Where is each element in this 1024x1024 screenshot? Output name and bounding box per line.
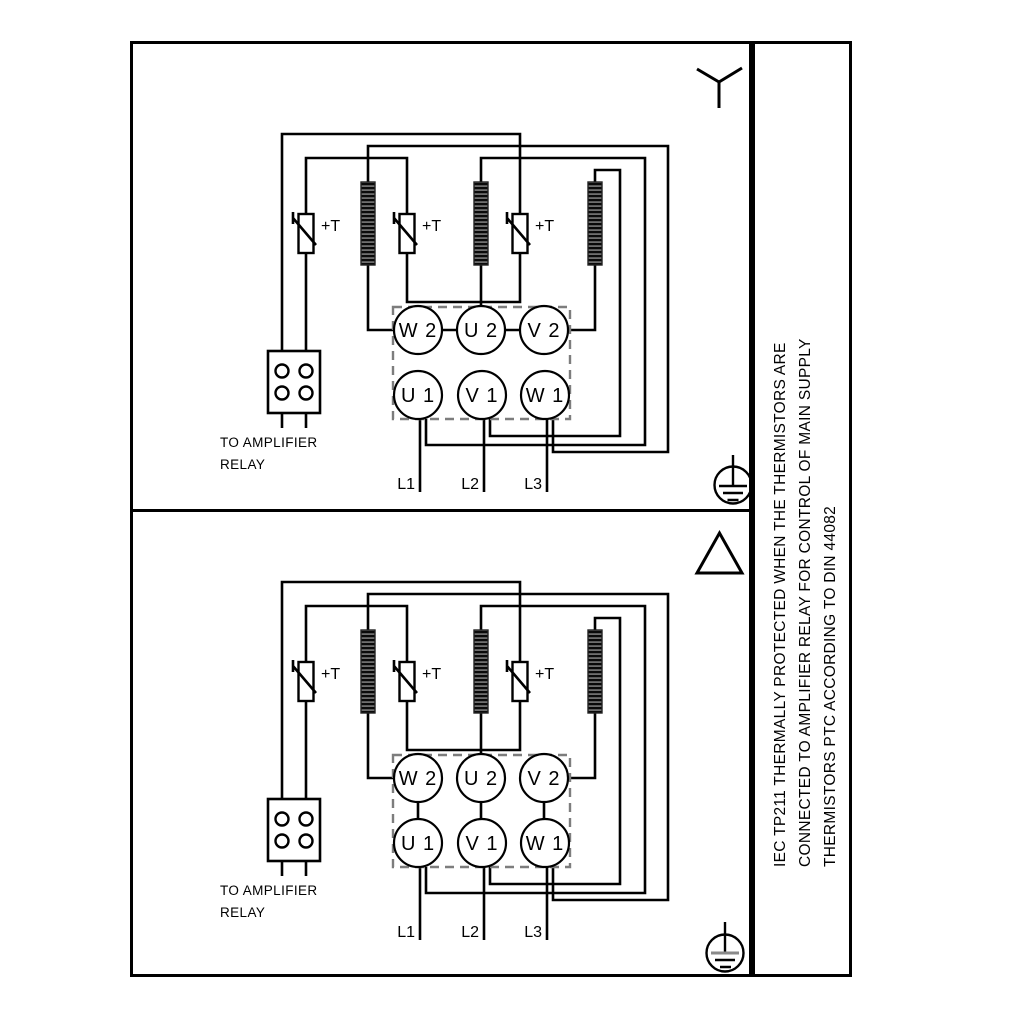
side-note-line-2: CONNECTED TO AMPLIFIER RELAY FOR CONTROL OF MAIN SUPPLY bbox=[797, 338, 814, 867]
ptc-thermistor-icon bbox=[394, 660, 441, 701]
terminal-v1-label: V 1 bbox=[465, 833, 499, 855]
star-panel bbox=[132, 43, 755, 509]
supply-l1-label: L1 bbox=[397, 924, 415, 941]
star-symbol-icon bbox=[697, 68, 742, 108]
thermistor-bottom-link-wire bbox=[407, 253, 520, 302]
ptc-thermistor-icon bbox=[507, 212, 554, 253]
winding-coil-v bbox=[588, 630, 602, 713]
ptc-thermistor-icon bbox=[507, 660, 554, 701]
terminal-u1-label: U 1 bbox=[400, 385, 436, 407]
delta-bridge-links bbox=[418, 802, 544, 819]
ptc-thermistors bbox=[293, 660, 554, 701]
relay-connector-box bbox=[268, 799, 320, 861]
ptc-thermistor-icon bbox=[394, 212, 441, 253]
relay-note-line1: TO AMPLIFIER bbox=[220, 435, 318, 450]
thermistor-label: +T bbox=[321, 666, 341, 683]
terminal-u2-label: U 2 bbox=[463, 320, 499, 342]
side-note-line-3: THERMISTORS PTC ACCORDING TO DIN 44082 bbox=[822, 505, 839, 867]
terminal-board bbox=[393, 754, 570, 867]
terminal-w2-label: W 2 bbox=[398, 320, 438, 342]
ptc-thermistor-icon bbox=[293, 212, 340, 253]
side-note-line-1: IEC TP211 THERMALLY PROTECTED WHEN THE THERMISTORS ARE bbox=[772, 342, 789, 867]
delta-panel bbox=[132, 491, 755, 978]
amplifier-relay-connector bbox=[220, 351, 320, 472]
terminal-board bbox=[393, 306, 570, 419]
winding-coil-w bbox=[361, 182, 375, 265]
coil3-to-v2-wire bbox=[568, 265, 595, 330]
delta-symbol-icon bbox=[697, 533, 742, 573]
relay-terminal bbox=[276, 387, 289, 400]
relay-note-line2: RELAY bbox=[220, 905, 266, 920]
thermistor-label: +T bbox=[535, 666, 555, 683]
relay-terminal bbox=[300, 365, 313, 378]
supply-l3-label: L3 bbox=[524, 476, 542, 493]
thermistor-label: +T bbox=[422, 666, 442, 683]
terminal-v2-label: V 2 bbox=[527, 768, 561, 790]
earth-ground-icon bbox=[707, 922, 744, 972]
relay-terminal bbox=[300, 387, 313, 400]
terminal-w1-label: W 1 bbox=[525, 385, 565, 407]
coil1-to-w2-wire bbox=[368, 713, 394, 778]
supply-l2-label: L2 bbox=[461, 476, 479, 493]
winding-coil-v bbox=[588, 182, 602, 265]
terminal-w1-label: W 1 bbox=[525, 833, 565, 855]
thermistor-top-link-wire bbox=[306, 158, 407, 214]
terminal-v1-label: V 1 bbox=[465, 385, 499, 407]
terminal-v2-label: V 2 bbox=[527, 320, 561, 342]
relay-terminal bbox=[300, 835, 313, 848]
supply-l3-label: L3 bbox=[524, 924, 542, 941]
coil1-to-w2-wire bbox=[368, 265, 394, 330]
winding-coil-u bbox=[474, 182, 488, 265]
relay-terminal bbox=[276, 813, 289, 826]
ptc-thermistor-icon bbox=[293, 660, 340, 701]
thermistor-label: +T bbox=[422, 218, 442, 235]
supply-l2-label: L2 bbox=[461, 924, 479, 941]
relay-terminal bbox=[276, 835, 289, 848]
relay-terminal bbox=[276, 365, 289, 378]
thermistor-bottom-link-wire bbox=[407, 701, 520, 750]
thermistor-label: +T bbox=[535, 218, 555, 235]
winding-coil-w bbox=[361, 630, 375, 713]
relay-connector-box bbox=[268, 351, 320, 413]
thermistor-top-link-wire bbox=[306, 606, 407, 662]
ptc-thermistors bbox=[293, 212, 554, 253]
coil3-to-v2-wire bbox=[568, 713, 595, 778]
supply-l1-label: L1 bbox=[397, 476, 415, 493]
terminal-u2-label: U 2 bbox=[463, 768, 499, 790]
relay-note-line2: RELAY bbox=[220, 457, 266, 472]
relay-note-line1: TO AMPLIFIER bbox=[220, 883, 318, 898]
terminal-u1-label: U 1 bbox=[400, 833, 436, 855]
winding-coil-u bbox=[474, 630, 488, 713]
terminal-w2-label: W 2 bbox=[398, 768, 438, 790]
thermistor-label: +T bbox=[321, 218, 341, 235]
relay-terminal bbox=[300, 813, 313, 826]
amplifier-relay-connector bbox=[220, 799, 320, 920]
